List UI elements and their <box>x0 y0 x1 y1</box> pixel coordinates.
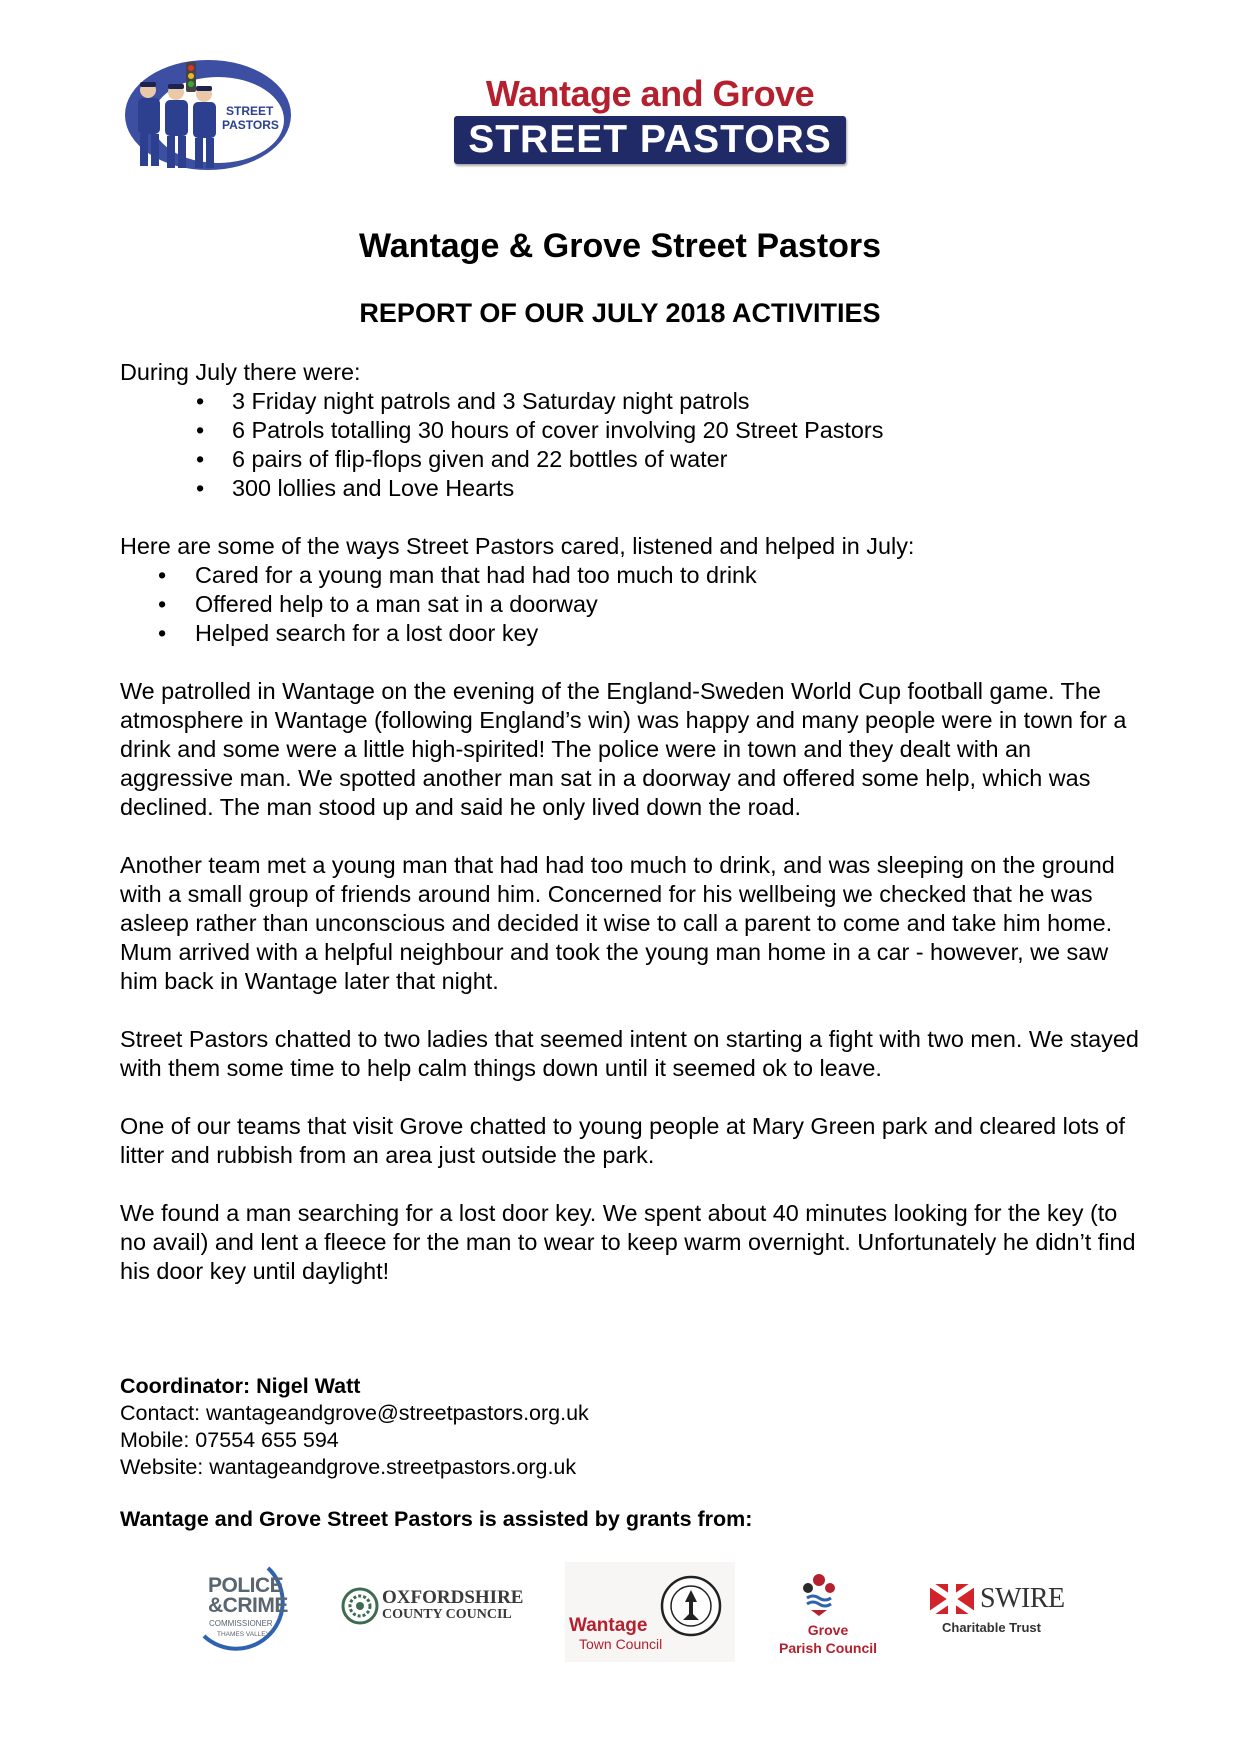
stats-list <box>120 387 1140 503</box>
contact-block <box>120 1373 920 1481</box>
wantage-town-council-logo: Wantage Town Council <box>565 1562 735 1662</box>
wantage-grove-street-pastors-logo <box>450 74 850 166</box>
logo-bottom-text: STREET PASTORS <box>468 118 832 161</box>
bullet-icon: • <box>196 475 205 501</box>
paragraph-world-cup: We patrolled in Wantage on the evening of the England-Sweden World Cup football game. The atmosphere in Wantage (following England’s win) was happy and many people were in town for a drink and some were a little high-spirited! The police were in town and they dealt with an aggressive man. We spotted another man sat in a doorway and offered some help, which was declined. The man stood up and said he only lived down the road. <box>120 678 1127 820</box>
paragraph-door-key: We found a man searching for a lost door key. We spent about 40 minutes looking for the key (to no avail) and lent a fleece for the man to wear to keep warm overnight. Unfortunately he didn’t find his door key until daylight! <box>120 1200 1136 1284</box>
oxfordshire-county-council-logo: OXFORDSHIRE COUNTY COUNCIL <box>340 1584 520 1628</box>
street-pastors-logo-text: STREET <box>226 104 274 118</box>
list-item: • Offered help to a man sat in a doorway <box>158 591 598 617</box>
document-subtitle: REPORT OF OUR JULY 2018 ACTIVITIES <box>359 298 881 328</box>
bullet-icon: • <box>196 388 205 414</box>
intro-text: During July there were: <box>120 359 361 385</box>
ways-list <box>120 561 1140 648</box>
bullet-icon: • <box>158 620 167 646</box>
bullet-icon: • <box>158 562 167 588</box>
list-item: • 3 Friday night patrols and 3 Saturday night patrols <box>196 388 750 414</box>
contact-mobile: Mobile: 07554 655 594 <box>120 1428 339 1452</box>
bullet-icon: • <box>196 446 205 472</box>
police-crime-commissioner-logo: POLICE &CRIME COMMISSIONER THAMES VALLEY <box>198 1562 310 1658</box>
swire-charitable-trust-logo: SWIRE Charitable Trust <box>930 1584 1070 1634</box>
list-item: • Cared for a young man that had had too much to drink <box>158 562 757 588</box>
grants-heading: Wantage and Grove Street Pastors is assisted by grants from: <box>120 1507 753 1531</box>
grove-parish-council-logo: Grove Parish Council <box>768 1570 888 1660</box>
bullet-icon: • <box>196 417 205 443</box>
ways-intro-text: Here are some of the ways Street Pastors cared, listened and helped in July: <box>120 533 915 559</box>
logo-top-text: Wantage and Grove <box>485 73 815 114</box>
contact-email: Contact: wantageandgrove@streetpastors.org.uk <box>120 1401 589 1425</box>
county-crest-icon <box>340 1586 380 1626</box>
coordinator-name: Coordinator: Nigel Watt <box>120 1374 361 1398</box>
parish-crest-icon <box>797 1570 841 1618</box>
paragraph-young-man: Another team met a young man that had had too much to drink, and was sleeping on the ground with a small group of friends around him. Concerned for his wellbeing we checked that he was asleep rather than unconscious and decided it wise to call a parent to come and take him home. Mum arrived with a helpful neighbour and took the young man home in a car - however, we saw him back in Wantage later that night. <box>120 852 1115 994</box>
swire-flag-icon <box>930 1584 974 1614</box>
list-item: • 6 Patrols totalling 30 hours of cover involving 20 Street Pastors <box>196 417 884 443</box>
svg-text:PASTORS: PASTORS <box>222 118 279 132</box>
report-body <box>120 358 1140 1286</box>
contact-website: Website: wantageandgrove.streetpastors.org.uk <box>120 1455 577 1479</box>
town-seal-icon <box>659 1568 723 1650</box>
paragraph-two-ladies: Street Pastors chatted to two ladies that seemed intent on starting a fight with two men. We stayed with them some time to help calm things down until it seemed ok to leave. <box>120 1026 1139 1081</box>
paragraph-grove-team: One of our teams that visit Grove chatted to young people at Mary Green park and cleared lots of litter and rubbish from an area just outside the park. <box>120 1113 1126 1168</box>
list-item: • 300 lollies and Love Hearts <box>196 475 515 501</box>
list-item: • 6 pairs of flip-flops given and 22 bottles of water <box>196 446 728 472</box>
street-pastors-logo <box>118 58 292 176</box>
list-item: • Helped search for a lost door key <box>158 620 539 646</box>
document-title: Wantage & Grove Street Pastors <box>358 227 882 265</box>
bullet-icon: • <box>158 591 167 617</box>
